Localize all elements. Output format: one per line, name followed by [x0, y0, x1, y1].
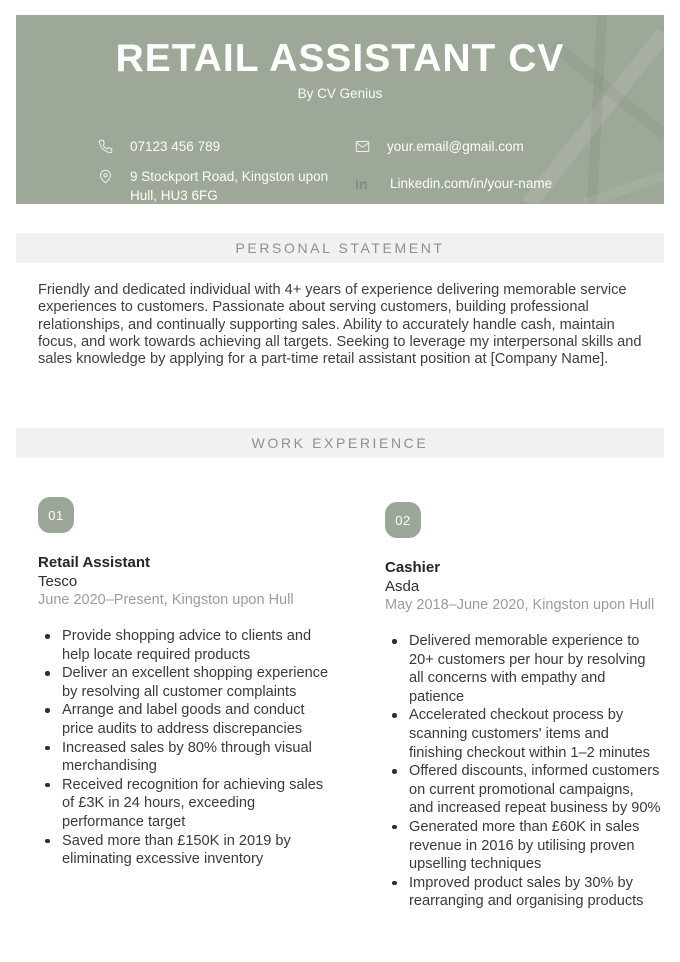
- job-dates-location: May 2018–June 2020, Kingston upon Hull: [385, 597, 655, 613]
- linkedin-icon: in: [355, 176, 368, 192]
- linkedin-url: Linkedin.com/in/your-name: [390, 176, 553, 191]
- contact-linkedin[interactable]: [355, 167, 664, 204]
- header-band: [16, 15, 664, 204]
- phone-number: 07123 456 789: [130, 139, 221, 154]
- work-experience-heading-label: WORK EXPERIENCE: [251, 435, 429, 451]
- email-address: your.email@gmail.com: [387, 139, 524, 154]
- job-bullet-list: [38, 627, 338, 869]
- job-number-badge: 01: [38, 497, 74, 533]
- personal-statement-heading: [16, 233, 664, 263]
- page-title: RETAIL ASSISTANT CV: [115, 37, 565, 80]
- address-text: 9 Stockport Road, Kingston upon Hull, HU3 6FG: [130, 169, 329, 203]
- work-experience-heading: [16, 428, 664, 458]
- location-pin-icon: [98, 169, 113, 184]
- bullet-item: Offered discounts, informed customers on current promotional campaigns, and increased repeat business by 90%: [385, 762, 662, 818]
- bullet-item: Deliver an excellent shopping experience by resolving all customer complaints: [38, 664, 338, 701]
- job-title: Retail Assistant: [38, 554, 150, 571]
- bullet-item: Generated more than £60K in sales revenue in 2016 by utilising proven upselling techniques: [385, 818, 662, 874]
- job-entry-2: [385, 497, 662, 911]
- bullet-item: Accelerated checkout process by scanning customers' items and finishing checkout within 1–2 minutes: [385, 706, 662, 762]
- job-company: Asda: [385, 578, 420, 595]
- contact-email[interactable]: [355, 137, 664, 156]
- job-company: Tesco: [38, 573, 78, 590]
- job-dates-location: June 2020–Present, Kingston upon Hull: [38, 592, 294, 608]
- personal-statement-heading-label: PERSONAL STATEMENT: [235, 240, 445, 256]
- contact-phone: [98, 137, 355, 156]
- envelope-icon: [355, 139, 370, 154]
- bullet-item: Received recognition for achieving sales of £3K in 24 hours, exceeding performance target: [38, 776, 338, 832]
- job-number-badge: 02: [385, 502, 421, 538]
- page-subtitle: By CV Genius: [297, 86, 383, 101]
- job-title: Cashier: [385, 559, 441, 576]
- bullet-item: Arrange and label goods and conduct price audits to address discrepancies: [38, 701, 338, 738]
- bullet-item: Increased sales by 80% through visual merchandising: [38, 739, 338, 776]
- phone-icon: [98, 139, 113, 154]
- contact-address: [98, 167, 334, 204]
- bullet-item: Saved more than £150K in 2019 by eliminating excessive inventory: [38, 832, 338, 869]
- job-bullet-list: [385, 632, 662, 911]
- bullet-item: Delivered memorable experience to 20+ customers per hour by resolving all concerns with empathy and patience: [385, 632, 662, 706]
- work-experience-columns: [38, 497, 662, 911]
- bullet-item: Improved product sales by 30% by rearranging and organising products: [385, 874, 662, 911]
- personal-statement-body: Friendly and dedicated individual with 4+ years of experience delivering memorable service experiences to customers. Passionate about serving customers, building professional relationships, and continually supporting sales. Ability to accurately handle cash, maintain focus, and work towards achieving all targets. Seeking to leverage my interpersonal skills and sales knowledge by applying for a part-time retail assistant position at [Company Name].: [38, 282, 642, 368]
- contact-section: [98, 137, 664, 204]
- bullet-item: Provide shopping advice to clients and help locate required products: [38, 627, 338, 664]
- job-entry-1: [38, 497, 338, 911]
